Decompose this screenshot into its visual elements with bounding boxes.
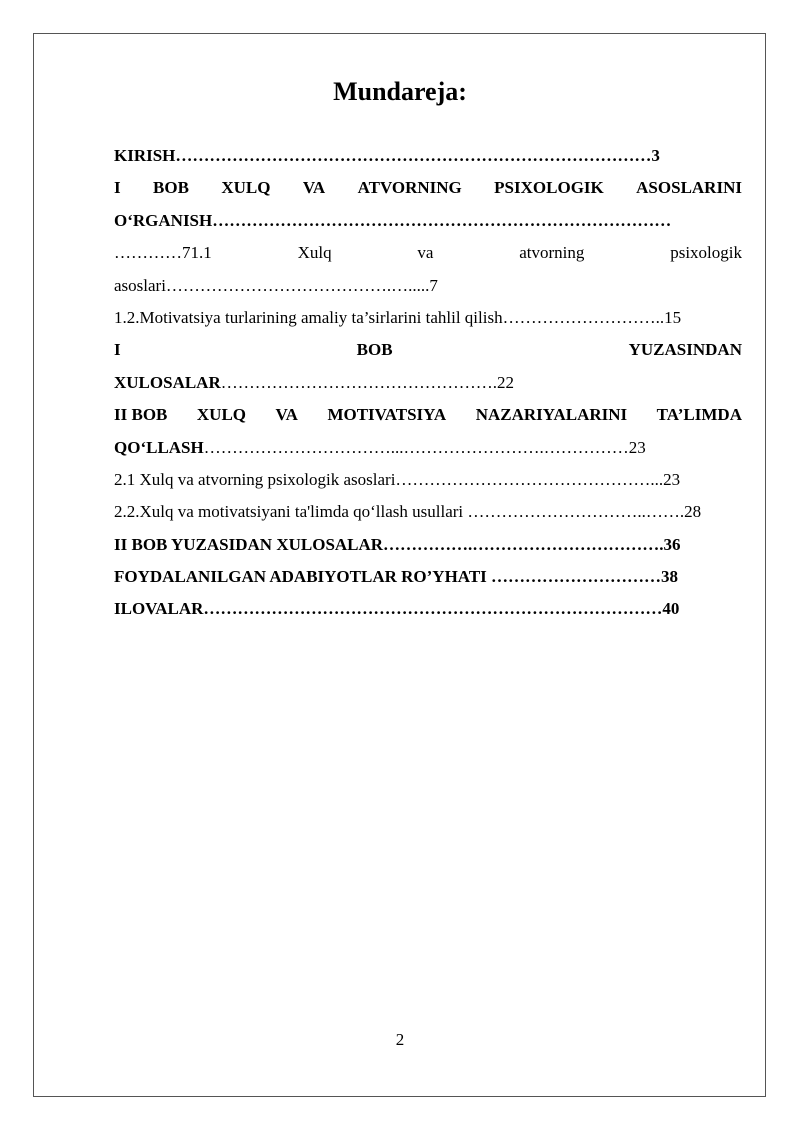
toc-entry-references: FOYDALANILGAN ADABIYOTLAR RO’YHATI …………………………38	[114, 567, 679, 587]
page-number: 2	[395, 1030, 405, 1049]
toc-entry-1-1-cont: asoslari………………………………….….....7	[114, 275, 438, 295]
toc-word: I	[114, 340, 121, 360]
toc-word: psixologik	[670, 243, 742, 263]
toc-entry-appendices: ILOVALAR………………………………………………………………………40	[114, 599, 680, 619]
toc-entry-bob1-summary-cont	[114, 367, 742, 399]
toc-word: BOB	[356, 340, 393, 360]
toc-word: YUZASINDAN	[628, 340, 742, 360]
toc-word: XULQ	[196, 405, 247, 425]
toc-word: XULQ	[221, 178, 271, 198]
toc-label: XULOSALAR	[114, 372, 221, 392]
toc-entry-2-1: 2.1 Xulq va atvorning psixologik asoslari………………………………………...23	[114, 469, 681, 489]
toc-entry-bob2-summary: II BOB YUZASIDAN XULOSALAR…………….…………………………….36	[114, 534, 681, 554]
toc-word: TA’LIMDA	[656, 405, 742, 425]
toc-word: VA	[302, 178, 326, 198]
toc-word: Xulq	[297, 243, 332, 263]
table-of-contents	[114, 140, 742, 626]
toc-entry-bob1-title-cont: O‘RGANISH………………………………………………………………………	[114, 210, 672, 230]
toc-word: ATVORNING	[357, 178, 462, 198]
toc-entry-bob1-title	[114, 172, 742, 204]
toc-entry-bob1-summary	[114, 334, 742, 366]
page-title: Mundareja:	[333, 77, 467, 106]
toc-label: QO‘LLASH	[114, 437, 204, 457]
toc-word: BOB	[153, 178, 189, 198]
toc-entry-bob2-title	[114, 399, 742, 431]
toc-word: va	[417, 243, 434, 263]
toc-word: NAZARIYALARINI	[475, 405, 628, 425]
toc-entry-kirish: KIRISH…………………………………………………………………………3	[114, 146, 660, 165]
toc-word: ASOSLARINI	[636, 178, 742, 198]
toc-leader: ……………………………...…………………….……………23	[203, 437, 646, 457]
toc-word: MOTIVATSIYA	[327, 405, 447, 425]
toc-word: VA	[275, 405, 298, 425]
toc-word: …………71.1	[114, 243, 212, 263]
toc-word: atvorning	[519, 243, 585, 263]
toc-entry-2-2: 2.2.Xulq va motivatsiyani ta'limda qo‘llash usullari …………………………..…….28	[114, 502, 702, 522]
toc-leader: ………………………………………….22	[220, 372, 514, 392]
toc-entry-1-2: 1.2.Motivatsiya turlarining amaliy ta’sirlarini tahlil qilish………………………..15	[114, 307, 682, 327]
toc-word: PSIXOLOGIK	[494, 178, 604, 198]
toc-entry-1-1	[114, 237, 742, 269]
toc-word: II BOB	[114, 405, 168, 425]
toc-entry-bob2-title-cont	[114, 432, 742, 464]
toc-word: I	[114, 178, 121, 198]
